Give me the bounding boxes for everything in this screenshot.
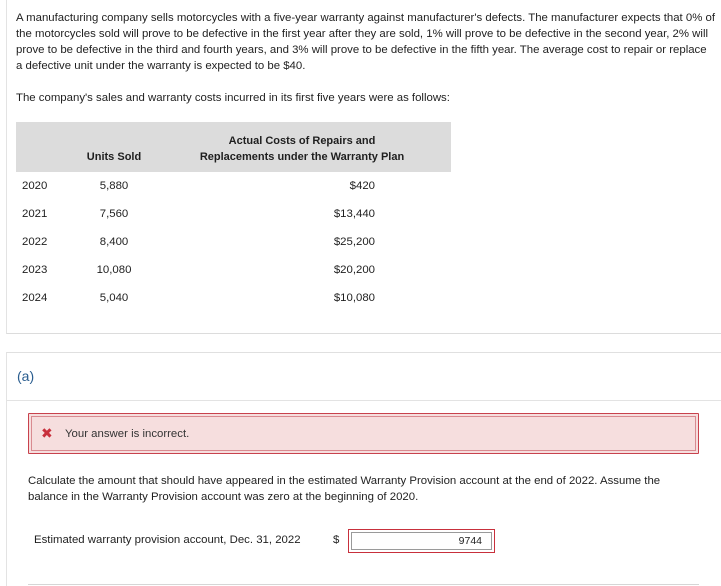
cost-cell: $10,080 bbox=[333, 292, 375, 304]
problem-description: A manufacturing company sells motorcycles with a five-year warranty against manufacturer's defects. The manufacturer expects that 0% of the motorcycles sold will prove to be defective in the first year after they are sold, 1% will prove to be defective in the second year, 2% will prove to be defective in the third and fourth years, and 3% will prove to be defective in the fifth year. The average cost to repair or replace a defective unit under the warranty is expected to be $40. bbox=[16, 12, 716, 72]
bottom-divider bbox=[28, 584, 699, 585]
answer-label: Estimated warranty provision account, Dec. 31, 2022 bbox=[34, 534, 301, 546]
cost-cell: $20,200 bbox=[333, 264, 375, 276]
year-cell: 2020 bbox=[22, 180, 48, 192]
answer-field-wrapper bbox=[348, 529, 495, 553]
feedback-message: Your answer is incorrect. bbox=[65, 428, 190, 440]
units-cell: 7,560 bbox=[99, 208, 129, 220]
table-row bbox=[16, 172, 451, 200]
table-intro: The company's sales and warranty costs incurred in its first five years were as follows: bbox=[16, 92, 450, 104]
cost-cell: $25,200 bbox=[333, 236, 375, 248]
year-cell: 2022 bbox=[22, 236, 48, 248]
table-row bbox=[16, 284, 451, 312]
cost-cell: $13,440 bbox=[333, 208, 375, 220]
year-cell: 2021 bbox=[22, 208, 48, 220]
table-row bbox=[16, 200, 451, 228]
warranty-cost-table bbox=[16, 122, 451, 312]
units-cell: 5,040 bbox=[99, 292, 129, 304]
actual-costs-header bbox=[153, 122, 451, 172]
units-cell: 8,400 bbox=[99, 236, 129, 248]
year-cell: 2023 bbox=[22, 264, 48, 276]
table-row bbox=[16, 256, 451, 284]
cost-cell: $420 bbox=[349, 180, 375, 192]
question-text: Calculate the amount that should have appeared in the estimated Warranty Provision account at the end of 2022. Assume the balance in the Warranty Provision account was zero at the beginning of 2020. bbox=[28, 475, 661, 503]
incorrect-feedback-banner bbox=[28, 413, 699, 454]
table-row bbox=[16, 228, 451, 256]
part-divider bbox=[6, 400, 721, 401]
year-header bbox=[16, 122, 75, 172]
close-icon: ✖ bbox=[41, 425, 53, 441]
year-cell: 2024 bbox=[22, 292, 48, 304]
units-cell: 10,080 bbox=[96, 264, 132, 276]
warranty-provision-input[interactable] bbox=[351, 532, 492, 550]
table-header-row bbox=[16, 122, 451, 172]
units-cell: 5,880 bbox=[99, 180, 129, 192]
actual-costs-header-line1: Actual Costs of Repairs and bbox=[228, 135, 376, 147]
actual-costs-header-line2: Replacements under the Warranty Plan bbox=[199, 151, 405, 163]
part-label: (a) bbox=[17, 368, 35, 384]
units-sold-header: Units Sold bbox=[75, 122, 153, 172]
currency-symbol: $ bbox=[333, 534, 340, 546]
